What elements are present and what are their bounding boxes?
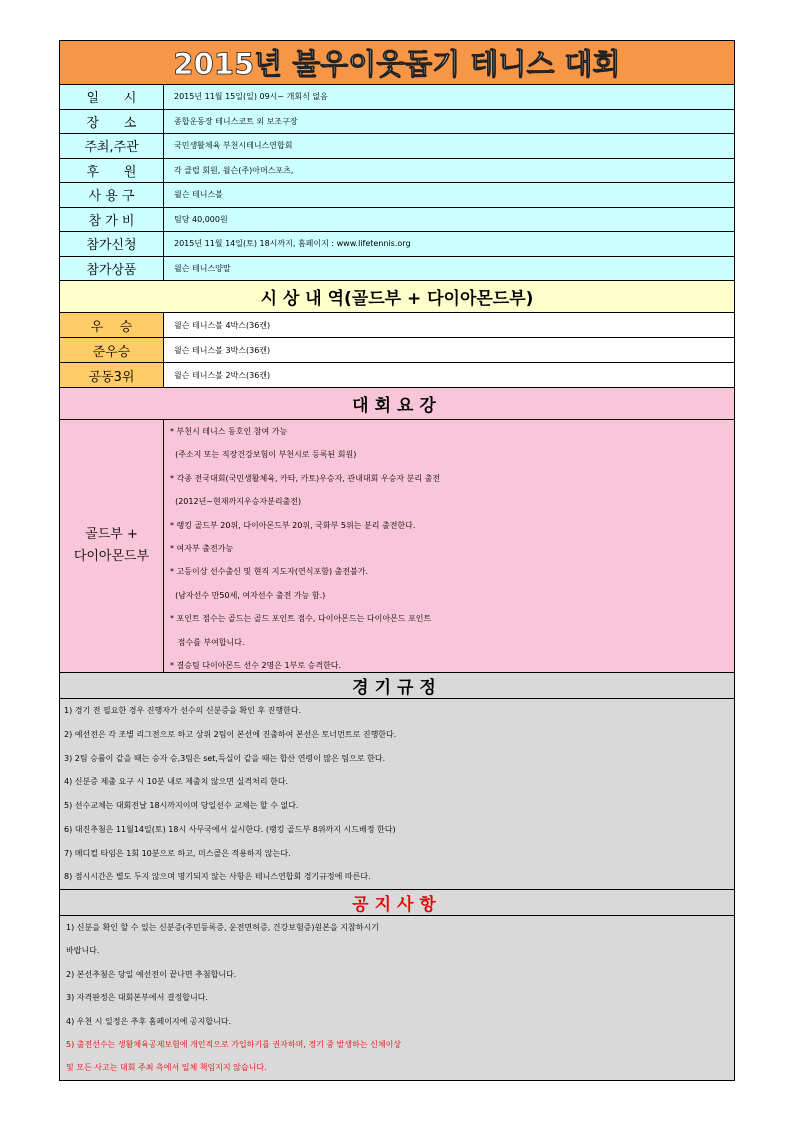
document-title: 2015년 불우이웃돕기 테니스 대회 <box>60 41 734 85</box>
rule-line: 5) 선수교체는 대회전날 18시까지이며 당일선수 교체는 할 수 없다. <box>64 801 299 810</box>
overview-line: (주소지 또는 직장건강보험이 부천시로 등록된 회원) <box>170 450 357 460</box>
notices-heading: 공지사항 <box>60 890 734 916</box>
info-value: 팀당 40,000원 <box>174 214 228 224</box>
info-label: 장 소 <box>60 110 164 134</box>
division-label-line: 골드부 + <box>85 527 138 542</box>
award-row <box>60 363 734 388</box>
notice-line: 바랍니다. <box>66 946 100 956</box>
notice-line: 2) 본선추첨은 당일 예선전이 끝나면 추첨합니다. <box>66 969 237 979</box>
award-label: 공동3위 <box>60 363 164 387</box>
rule-line: 3) 2팀 승률이 같을 때는 승자 승,3팀은 set,득실이 같을 때는 합산 연령이 많은 팀으로 한다. <box>64 753 386 763</box>
award-label: 준우승 <box>60 338 164 362</box>
info-value: 종합운동장 테니스코트 외 보조구장 <box>174 116 298 126</box>
info-row <box>60 208 734 233</box>
info-row <box>60 159 734 184</box>
info-label: 주최,주관 <box>60 134 164 158</box>
overview-heading: 대회요강 <box>60 388 734 420</box>
overview-line: * 여자부 출전가능 <box>170 543 234 553</box>
game-rules-heading: 경기규정 <box>60 673 734 699</box>
overview-line: * 부천시 테니스 동호인 참여 가능 <box>170 427 288 436</box>
overview-line: * 랭킹 골드부 20위, 다이아몬드부 20위, 국화부 5위는 분리 출전한다. <box>170 520 416 530</box>
overview-line: * 고등이상 선수출신 및 현직 지도자(연식포함) 출전불가. <box>170 567 369 577</box>
rule-line: 4) 신분증 제출 요구 시 10분 내로 제출치 않으면 실격처리 한다. <box>64 777 289 787</box>
info-row <box>60 85 734 110</box>
overview-line: * 결승팀 다이아몬드 선수 2명은 1부로 승격한다. <box>170 660 342 670</box>
rule-line: 1) 경기 전 필요한 경우 진행자가 선수의 신분증을 확인 후 진행한다. <box>64 706 302 715</box>
award-value: 윌슨 테니스볼 4박스(36캔) <box>164 313 734 337</box>
rule-line: 7) 메디컬 타임은 1회 10분으로 하고, 미스콜은 적용하지 않는다. <box>64 848 291 858</box>
division-label <box>60 420 164 672</box>
warning-line: 및 모든 사고는 대회 주최 측에서 일체 책임지지 않습니다. <box>66 1063 267 1073</box>
overview-line: (남자선수 만50세, 여자선수 출전 가능 함.) <box>170 590 326 600</box>
notice-line: 1) 신분을 확인 할 수 있는 신분증(주민등록증, 운전면허증, 건강보험증)원본을 지참하시기 <box>66 923 379 932</box>
notice-line: 3) 자격판정은 대회본부에서 결정합니다. <box>66 993 209 1003</box>
info-label: 후 원 <box>60 159 164 183</box>
overview-line: 점수를 부여합니다. <box>170 637 245 647</box>
info-row <box>60 232 734 257</box>
info-value: 윌슨 테니스양말 <box>174 263 231 273</box>
info-value: 윌슨 테니스볼 <box>174 190 223 200</box>
award-row <box>60 313 734 338</box>
info-value: 각 클럽 회원, 윌슨(주)아머스포츠, <box>174 165 294 175</box>
info-label: 일 시 <box>60 85 164 109</box>
info-label: 참가상품 <box>60 257 164 281</box>
overview-block <box>60 420 734 673</box>
tournament-notice <box>59 40 735 1081</box>
notice-line: 4) 우천 시 일정은 추후 홈페이지에 공지합니다. <box>66 1016 232 1026</box>
info-label: 참가신청 <box>60 232 164 256</box>
overview-line: (2012년~현재까지우승자분리출전) <box>170 497 302 507</box>
award-row <box>60 338 734 363</box>
info-value: 2015년 11월 14일(토) 18시까지, 홈페이지 : www.lifetennis.org <box>174 239 411 249</box>
overview-line: * 각종 전국대회(국민생활체육, 카타, 카토)우승자, 관내대회 우승자 분리 출전 <box>170 473 441 483</box>
overview-list <box>164 420 734 672</box>
notices-list <box>60 916 734 1080</box>
rule-line: 2) 예선전은 각 조별 리그전으로 하고 상위 2팀이 본선에 진출하여 본선은 토너먼트로 진행한다. <box>64 729 397 739</box>
info-value: 국민생활체육 부천시테니스연합회 <box>174 141 293 151</box>
award-value: 윌슨 테니스볼 3박스(36캔) <box>164 338 734 362</box>
rule-line: 6) 대진추첨은 11월14일(토) 18시 사무국에서 실시한다. (랭킹 골드부 8위까지 시드배정 한다) <box>64 824 396 834</box>
overview-line: * 포인트 점수는 골드는 골드 포인트 점수, 다이아몬드는 다이아몬드 포인트 <box>170 614 432 624</box>
game-rules-list <box>60 699 734 890</box>
info-row <box>60 134 734 159</box>
info-row <box>60 183 734 208</box>
award-value: 윌슨 테니스볼 2박스(36캔) <box>164 363 734 387</box>
rule-line: 8) 점시시간은 별도 두지 않으며 명기되지 않는 사항은 테니스연합회 경기규정에 따른다. <box>64 872 371 882</box>
info-row <box>60 110 734 135</box>
info-value: 2015년 11월 15일(일) 09시~ 개회식 없음 <box>174 92 328 102</box>
awards-heading: 시 상 내 역(골드부 + 다이아몬드부) <box>60 281 734 313</box>
info-label: 참 가 비 <box>60 208 164 232</box>
warning-line: 5) 출전선수는 생활체육공제보험에 개인적으로 가입하기를 권자하며, 경기 중 발생하는 신체이상 <box>66 1039 402 1049</box>
info-row <box>60 257 734 282</box>
award-label: 우 승 <box>60 313 164 337</box>
info-label: 사 용 구 <box>60 183 164 207</box>
division-label-line: 다이아몬드부 <box>73 549 150 564</box>
